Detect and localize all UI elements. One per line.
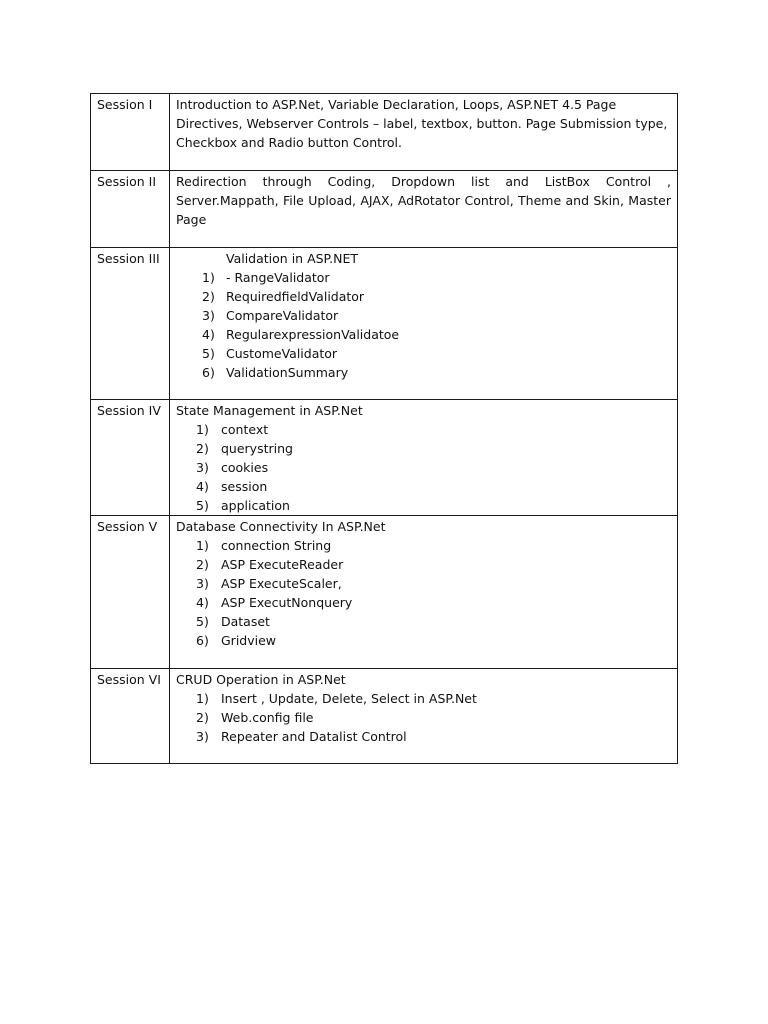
list-item: 3) cookies	[196, 460, 269, 475]
session-row	[91, 248, 678, 400]
list-item: 3) CompareValidator	[202, 308, 339, 323]
session-label: Session I	[91, 94, 170, 171]
list-item: 1) connection String	[196, 538, 332, 553]
list-item: 5) application	[196, 498, 290, 513]
list-item: 2) RequiredfieldValidator	[202, 289, 365, 304]
list-item: 4) RegularexpressionValidatoe	[202, 327, 400, 342]
session-label: Session III	[91, 248, 170, 400]
session-label: Session V	[91, 516, 170, 669]
list-item: 1) Insert , Update, Delete, Select in ASP.Net	[196, 691, 477, 706]
list-item: 6) Gridview	[196, 633, 277, 648]
list-item: 6) ValidationSummary	[202, 365, 349, 380]
list-item: 2) Web.config file	[196, 710, 314, 725]
session-row	[91, 669, 678, 764]
session-title: Database Connectivity In ASP.Net	[176, 519, 386, 534]
session-label: Session II	[91, 171, 170, 248]
session-content	[170, 516, 678, 669]
list-item: 1) context	[196, 422, 269, 437]
session-description: Introduction to ASP.Net, Variable Declaration, Loops, ASP.NET 4.5 Page Directives, Webserver Controls – label, textbox, button. Page Submission type, Checkbox and Radio button Control.	[176, 97, 668, 150]
session-row	[91, 516, 678, 669]
session-description: Redirection through Coding, Dropdown list and ListBox Control , Server.Mappath, File Upload, AJAX, AdRotator Control, Theme and Skin, Master Page	[176, 174, 671, 227]
syllabus-table	[90, 93, 678, 764]
topic-list	[176, 689, 671, 746]
session-content	[170, 400, 678, 516]
session-row	[91, 171, 678, 248]
list-item: 4) session	[196, 479, 268, 494]
session-content	[170, 248, 678, 400]
list-item: 4) ASP ExecutNonquery	[196, 595, 353, 610]
session-title: Validation in ASP.NET	[226, 251, 359, 266]
session-content	[170, 94, 678, 171]
topic-list	[176, 420, 671, 515]
list-item: 2) ASP ExecuteReader	[196, 557, 344, 572]
session-title: State Management in ASP.Net	[176, 403, 363, 418]
session-label: Session VI	[91, 669, 170, 764]
topic-list	[176, 268, 671, 382]
list-item: 3) ASP ExecuteScaler,	[196, 576, 342, 591]
session-row	[91, 400, 678, 516]
topic-list	[176, 536, 671, 650]
list-item: 5) Dataset	[196, 614, 270, 629]
list-item: 1) - RangeValidator	[202, 270, 330, 285]
session-title: CRUD Operation in ASP.Net	[176, 672, 346, 687]
session-content	[170, 171, 678, 248]
session-label: Session IV	[91, 400, 170, 516]
list-item: 3) Repeater and Datalist Control	[196, 729, 407, 744]
session-content	[170, 669, 678, 764]
session-row	[91, 94, 678, 171]
list-item: 2) querystring	[196, 441, 293, 456]
list-item: 5) CustomeValidator	[202, 346, 338, 361]
